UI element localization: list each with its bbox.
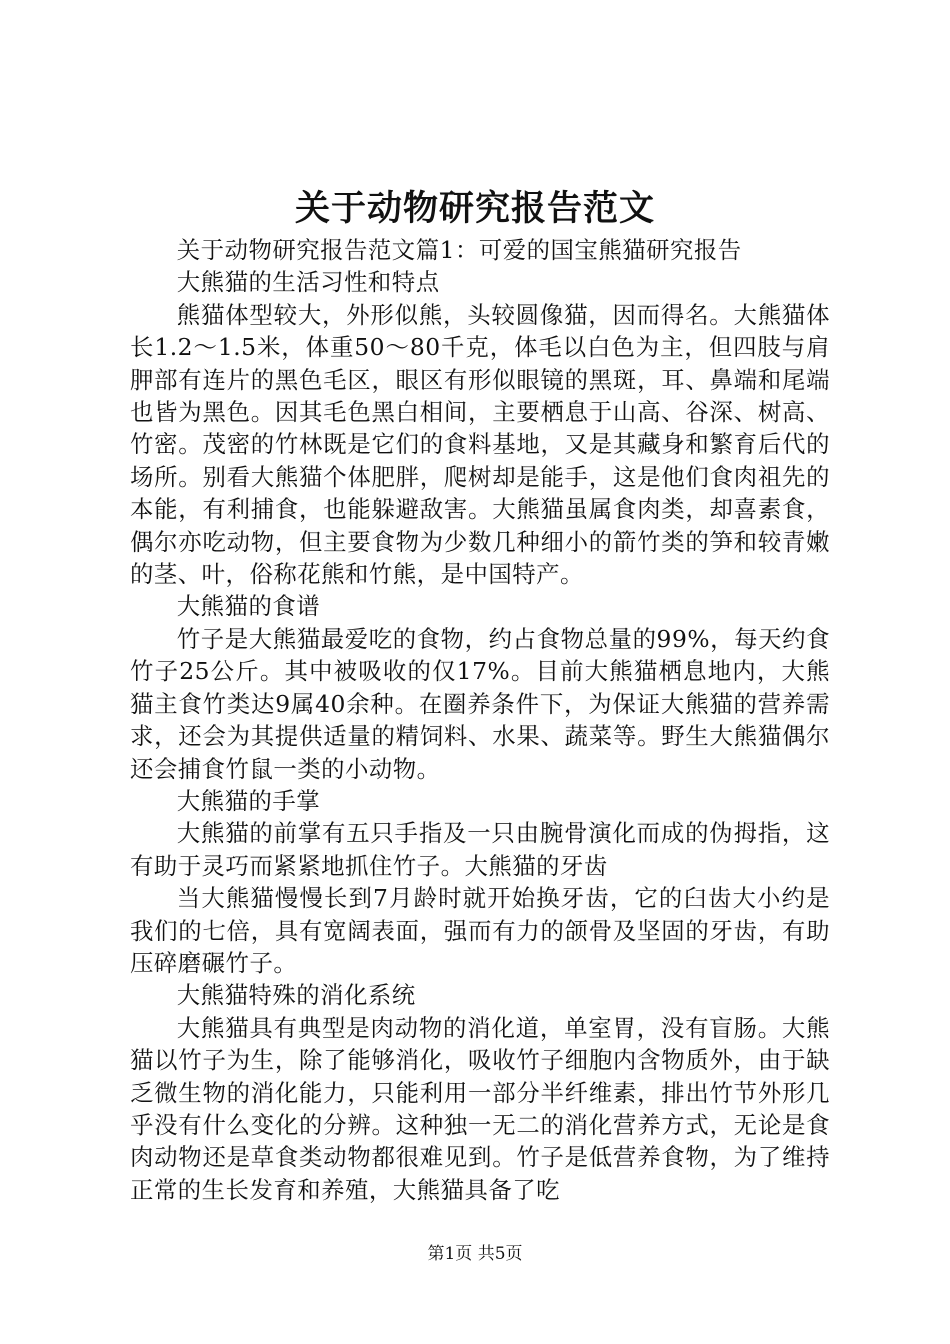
paragraph-palm: 大熊猫的前掌有五只手指及一只由腕骨演化而成的伪拇指，这有助于灵巧而紧紧地抓住竹子。大熊猫的牙齿 bbox=[130, 819, 830, 880]
document-body bbox=[130, 234, 830, 1206]
document-title: 关于动物研究报告范文 bbox=[294, 188, 655, 229]
paragraph-digestion: 大熊猫具有典型是肉动物的消化道，单室胃，没有盲肠。大熊猫以竹子为生，除了能够消化，吸收竹子细胞内含物质外，由于缺乏微生物的消化能力，只能利用一部分半纤维素，排出竹节外形几乎没有什么变化的分辨。这种独一无二的消化营养方式，无论是食肉动物还是草食类动物都很难见到。竹子是低营养食物，为了维持正常的生长发育和养殖，大熊猫具备了吃 bbox=[130, 1013, 830, 1204]
page-number-footer: 第1页 共5页 bbox=[427, 1244, 523, 1264]
section-heading-digestion: 大熊猫特殊的消化系统 bbox=[176, 981, 416, 1010]
section-heading-habits: 大熊猫的生活习性和特点 bbox=[176, 268, 440, 297]
paragraph-diet: 竹子是大熊猫最爱吃的食物，约占食物总量的99%，每天约食竹子25公斤。其中被吸收的仅17%。目前大熊猫栖息地内，大熊猫主食竹类达9属40余种。在圈养条件下，为保证大熊猫的营养需求，还会为其提供适量的精饲料、水果、蔬菜等。野生大熊猫偶尔还会捕食竹鼠一类的小动物。 bbox=[130, 624, 830, 783]
section-heading-diet: 大熊猫的食谱 bbox=[176, 592, 321, 621]
paragraph-habits: 熊猫体型较大，外形似熊，头较圆像猫，因而得名。大熊猫体长1.2～1.5米，体重50～80千克，体毛以白色为主，但四肢与肩胛部有连片的黑色毛区，眼区有形似眼镜的黑斑，耳、鼻端和尾端也皆为黑色。因其毛色黑白相间，主要栖息于山高、谷深、树高、竹密。茂密的竹林既是它们的食料基地，又是其藏身和繁育后代的场所。别看大熊猫个体肥胖，爬树却是能手，这是他们食肉祖先的本能，有利捕食，也能躲避敌害。大熊猫虽属食肉类，却喜素食，偶尔亦吃动物，但主要食物为少数几种细小的箭竹类的笋和较青嫩的茎、叶，俗称花熊和竹熊，是中国特产。 bbox=[130, 300, 830, 589]
section-heading-palm: 大熊猫的手掌 bbox=[176, 786, 321, 815]
paragraph-teeth: 当大熊猫慢慢长到7月龄时就开始换牙齿，它的臼齿大小约是我们的七倍，具有宽阔表面，强而有力的颌骨及坚固的牙齿，有助压碎磨碾竹子。 bbox=[130, 884, 830, 977]
intro-paragraph: 关于动物研究报告范文篇1：可爱的国宝熊猫研究报告 bbox=[176, 236, 742, 264]
